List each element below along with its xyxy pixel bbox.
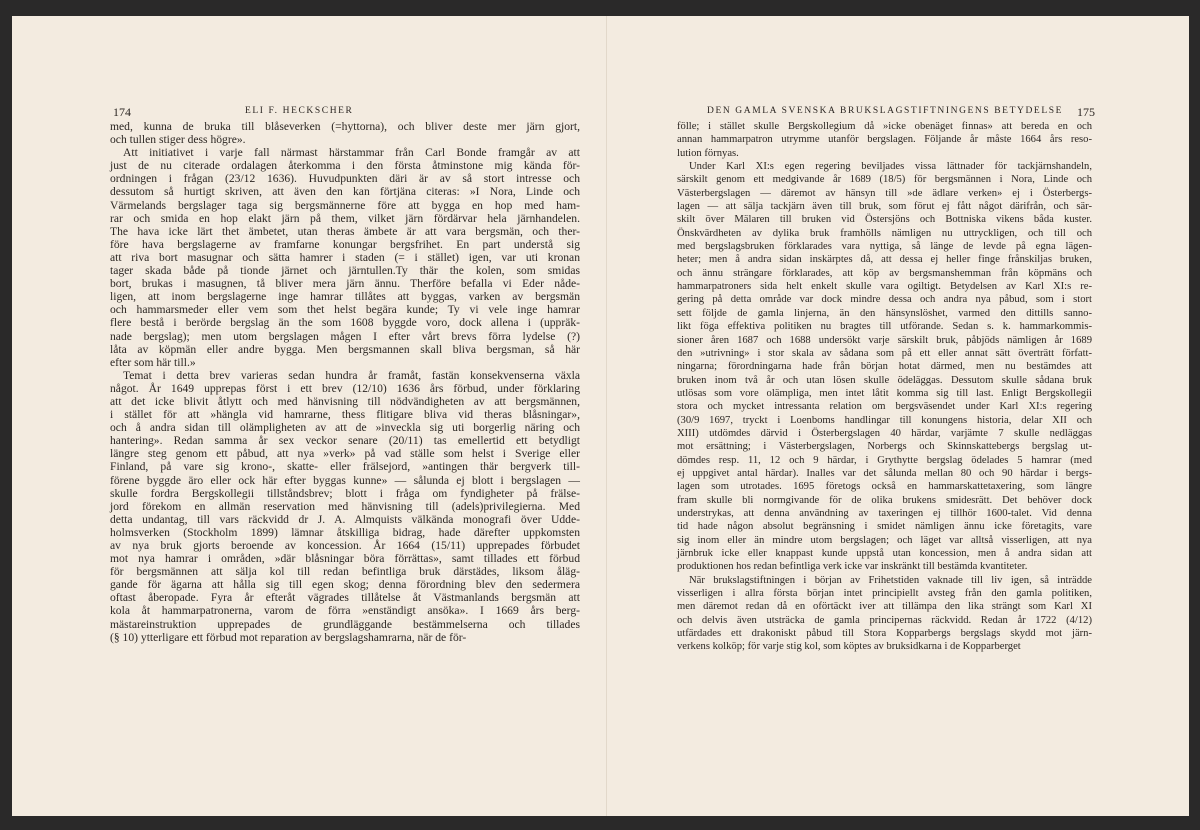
right-page [606, 16, 1189, 816]
text-line: något. År 1649 upprepas först i ett brev (12/10) 1636 års förbud, under förklaring [110, 381, 580, 395]
text-line: Västerbergslagen — däremot av hänsyn till »de ädlare verken» ej i Österbergs- [677, 187, 1092, 199]
left-page [12, 16, 606, 816]
text-line: dessutom så hurtigt skriven, att även den kan förtjäna citeras: »I Nora, Linde och [110, 185, 580, 199]
text-line: bruken inom två år och utan lösen skulle ödeläggas. Dessutom skulle sådana bruk [677, 374, 1092, 386]
text-line: annan hammarpatron utrymme utanför bergslagen. Följande år måste 1664 års reso- [677, 134, 1092, 146]
text-line: sig inom eller än mindre utom bergslagen; och läget var alltså visserligen, att nya [677, 534, 1092, 546]
text-line: tager skada både på tionde järnet och järntullen.Ty thär the kolen, som smidas [110, 264, 580, 278]
text-line: Temat i detta brev varieras sedan hundra år framåt, fastän konsekvenserna växla [123, 368, 580, 382]
text-line: före hava bergslagerne av framfarne konungar bergsfrihet. En part understå sig [110, 237, 580, 251]
text-line: lution förnyas. [677, 147, 739, 159]
running-head: DEN GAMLA SVENSKA BRUKSLAGSTIFTNINGENS BETYDELSE [707, 106, 1064, 116]
text-line: verkens kolköp; för varje stig kol, som köptes av bruksidkarna i de Kopparberget [677, 641, 1021, 653]
text-line: ligen, att inom bergslagerne inge hamrar tillåtes att byggas, varken av bergsmän [110, 290, 580, 304]
text-line: Under Karl XI:s egen regering beviljades vissa lättnader för tackjärnshandeln, [689, 161, 1092, 173]
text-line: längre steg genom ett påbud, att nya »verk» på vad ställe som helst i Sverige eller [110, 447, 580, 461]
text-line: att riva bort masugnar och sätta hamrer i staden (= i stället) igen, var uti kronan [110, 250, 580, 264]
text-line: skulle fordra Bergskollegii tillståndsbrev; blott i fråga om fyndigheter på frälse- [110, 486, 580, 500]
text-line: gering på detta område var dock mindre dessa och andra nya påbud, som i stort [677, 294, 1092, 306]
text-line: gande för ägarna att hålla sig till egen skog; denna förordning blev den sedermera [110, 578, 580, 592]
text-line: den »utrivning» i stor skala av sådana som på ett eller annat sätt överträtt författ- [677, 347, 1092, 359]
text-line: skilt över Mälaren till bruken vid Östersjöns och Bottniska vikens båda kuster. [677, 214, 1092, 226]
text-line: visserligen i allra första början intet principiellt avsteg från den gamla politiken, [677, 588, 1092, 600]
text-line: bort, brukas i masugnen, tå bliver mera järn ännu. Therföre befalla vi Eder nåde- [110, 277, 580, 291]
text-line: Värmelands bergslager taga sig bergsmännerne före att bygga en hop med ham- [110, 198, 580, 212]
text-line: (§ 10) ytterligare ett förbud mot reparation av bergslagshamrarna, när de för- [110, 630, 467, 644]
text-line: detta undantag, till vars räckvidd dr J. A. Almquists välkända monografi över Udde- [110, 512, 580, 526]
text-line: Att initiativet i varje fall närmast härstammar från Carl Bonde framgår av att [123, 146, 580, 160]
text-line: nade bergslag); men utom bergslagen mågen I efter vårt brevs förra lydelse (?) [110, 329, 580, 343]
text-line: utfärdades ett drakoniskt påbud till Stora Kopparbergs bergslags skydd mot järn- [677, 628, 1092, 640]
text-line: Önskvärdheten av dylika bruk framhölls nämligen nu uttryckligen, och till och [677, 227, 1092, 239]
text-line: för bergsmännen att sälja kol till redan befintliga bruk därstädes, liksom åläg- [110, 565, 580, 579]
text-line: stora och mycket intressanta relation om bergsväsendet under Karl XI:s regering [677, 401, 1092, 413]
text-line: låta av köpmän eller andre bygga. Men bergsmannen skall bliva bergsman, så här [110, 342, 580, 356]
text-line: produktionen hos redan befintliga verk icke var inskränkt till bestämda kvantiteter. [677, 561, 1028, 573]
text-line: sioner åren 1687 och 1688 undersökt varje särskilt bruk, påbjöds nämligen år 1689 [677, 334, 1092, 346]
text-line: Finland, på vare sig krono-, skatte- eller frälsejord, »antingen thär bergverk till- [110, 460, 580, 474]
text-line: ordningen i frågan (23/12 1636). Huvudpunkten däri är av så stort intresse och [110, 172, 580, 186]
text-line: mästareinstruktion upprepades de grundläggande bestämmelserna och tillades [110, 617, 580, 631]
text-line: understrykas, att denna användning av taxeringen ej tillhör 1600-talet. Vid denna [677, 507, 1092, 519]
text-line: fölle; i stället skulle Bergskollegium då »icke obenäget finnas» att bereda en och [677, 121, 1092, 132]
text-line: just de nu citerade ordalagen återkomma i den första åtminstone mig kända för- [110, 159, 580, 173]
running-head: ELI F. HECKSCHER [245, 106, 354, 116]
text-line: jord förekom en allmän reservation med hänvisning till (adels)privilegierna. Med [110, 499, 580, 513]
text-line: och ännu strängare förklarades, att köp av bergsmanshemman från köpmäns och [677, 267, 1092, 279]
text-line: mot nya hamrar i områden, »där blåsningar böra förrättas», samt tillades ett förbud [110, 552, 580, 566]
text-line: tid hade någon absolut begränsning i smidet nämligen ännu icke företagits, vare [677, 521, 1092, 533]
text-line: efter som här till.» [110, 355, 196, 369]
text-line: och tullen stiger dess högre». [110, 133, 246, 147]
text-line: utlösas som vore olämpliga, men intet låtit komma sig till last. Enligt Bergskollegii [677, 387, 1092, 399]
text-line: och hammarsmeder eller vem som thet helst begära kunde; Ty vi vele inge hamrar [110, 303, 580, 317]
text-line: oftast åberopade. Fyra år efteråt vägrades tillåtelse åt Västmanlands bergsmän att [110, 591, 580, 605]
page-number: 175 [1077, 105, 1095, 119]
body-text [677, 120, 1092, 654]
text-line: När brukslagstiftningen i början av Frihetstiden vaknade till liv igen, så inträdde [689, 574, 1092, 586]
text-line: förene byggde äro eller ock här efter byggas kunne» — sålunda ej blott i bergslagen — [110, 473, 580, 487]
text-line: ningarna; förordningarna hade från början hotat därmed, men nu bestämdes att [677, 361, 1092, 373]
text-line: The hava icke lärt thet ämbetet, utan theras ämbete är att vara bergsmän, och ther- [110, 224, 580, 238]
text-line: men däremot redan då en oförtäckt iver att tillämpa den lika strängt som Karl XI [677, 601, 1092, 613]
text-line: likt föga effektiva politiken nu bragtes till utförande. Sedan s. k. hammarkommis- [677, 321, 1092, 333]
text-line: ej uppgivet antal härdar). Inalles var det sålunda mellan 80 och 90 härdar i bergs- [677, 467, 1092, 479]
text-line: av nya bruk gjorts beroende av koncession. År 1664 (15/11) upprepades förbudet [110, 539, 580, 552]
text-line: med bergslagsbruken förklarades vara nyttiga, så länge de levde på egna lägen- [677, 241, 1092, 253]
text-line: sett följde de gamla linjerna, än den hänsynslöshet, varmed den dittills sanno- [677, 307, 1092, 319]
text-line: kola åt hammarpatronerna, varom de förra »enständigt ansöka». I 1669 års berg- [110, 604, 580, 618]
text-line: heter; men å andra sidan inskärptes då, att dessa ej heller finge frånskiljas bruken, [677, 254, 1092, 266]
text-line: dömdes resp. 11, 12 och 9 härdar, i Grythytte bergslag ödelades 5 hamrar (med [677, 454, 1092, 466]
text-line: med, kunna de bruka till blåseverken (=hyttorna), och bliver deste mer järn gjort, [110, 120, 580, 133]
text-line: hammarpatroners sida helt enkelt skulle vara ogiltigt. Betydelsen av Karl XI:s re- [677, 281, 1092, 293]
text-line: flere bestå i berörde bergslag än the som 1608 byggde voro, dock allena i (uppräk- [110, 316, 580, 330]
text-line: hantering». Redan samma år sex veckor senare (20/11) tas emellertid ett betydligt [110, 434, 580, 448]
text-line: järnbruk icke eller knappast kunde uppstå utan koncession, men å andra sidan att [677, 548, 1092, 559]
text-line: (30/9 1697, tryckt i Loenboms handlingar till konungens historia, delar XII och [677, 414, 1092, 426]
text-line: lagen — att sälja tackjärn även till bruk, som förut ej fått något därifrån, och sär- [677, 201, 1092, 213]
text-line: fram skulle bli normgivande för de olika brukens smidesrätt. Det behöver dock [677, 494, 1092, 506]
page-number: 174 [113, 105, 131, 119]
text-line: särskilt genom ett medgivande år 1689 (18/5) för bergsmännen i Nora, Linde och [677, 174, 1092, 186]
text-line: mot ersättning; i Västerbergslagen, Norbergs och Skinnskattebergs bergslag ut- [677, 441, 1092, 453]
text-line: lagen som utrotades. 1695 företogs också en hammarskattetaxering, som längre [677, 481, 1092, 493]
text-line: rar och smida en hop elakt järn på them, vilket järn fördärvar hela järnhandelen. [110, 211, 580, 225]
text-line: och delvis även utsträcka de gamla principernas räckvidd. Redan år 1722 (4/12) [677, 614, 1092, 626]
text-line: holmsverken (Stockholm 1899) lämnar åtskilliga bidrag, hade därefter uppkomsten [110, 525, 580, 539]
text-line: och å andra sidan till olämpligheten av att de »inveckla sig uti borgerlig näring och [110, 421, 580, 435]
text-line: XIII) utdömdes därvid i Österbergslagen 40 härdar, varjämte 7 skulle nedläggas [677, 427, 1092, 439]
body-text [110, 120, 580, 644]
text-line: att det icke blivit åtlytt och med hänvisning till nödvändigheten av att bergsmännen, [110, 394, 580, 408]
text-line: i stället för att »hängla vid hamrarne, thess flitigare bliva vid theras blåsningar», [110, 408, 580, 422]
